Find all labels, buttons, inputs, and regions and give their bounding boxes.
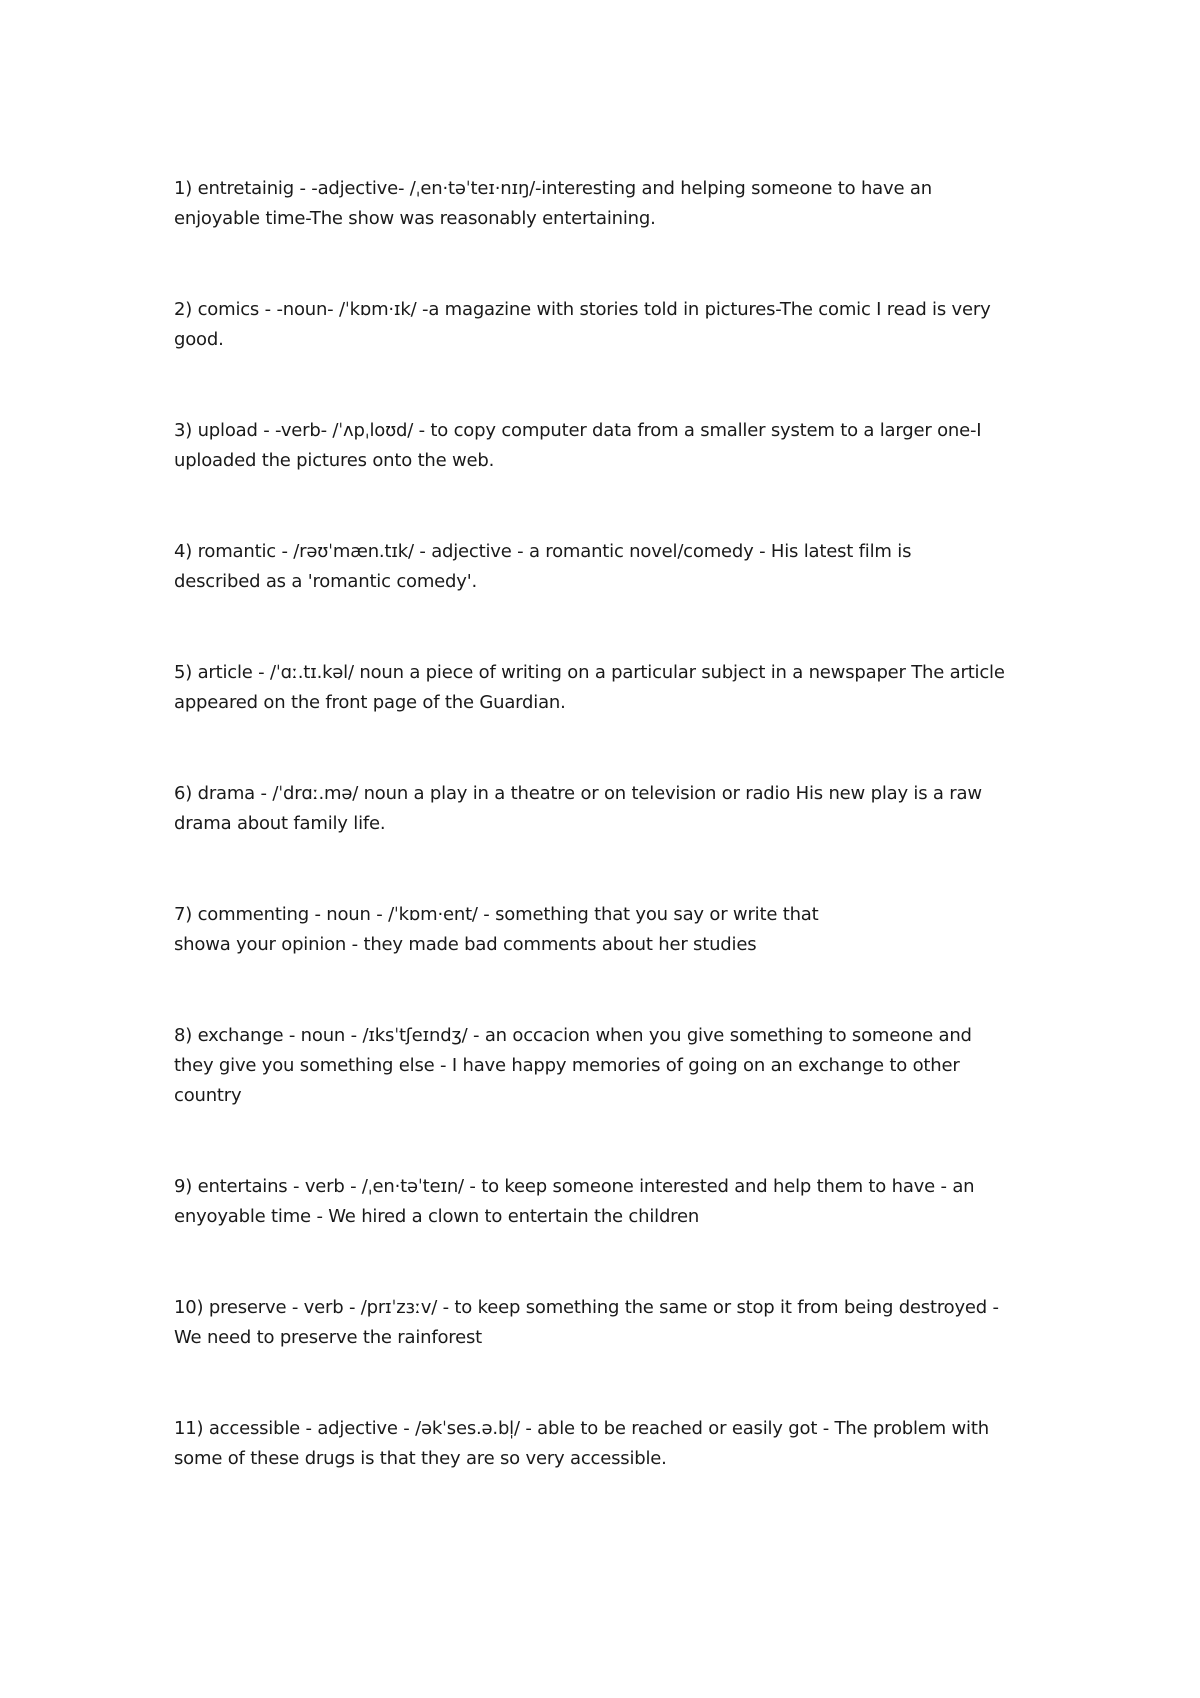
entry-line: 7) commenting - noun - /ˈkɒm·ent/ - something that you say or write that bbox=[174, 904, 819, 925]
vocabulary-entry bbox=[174, 537, 1054, 597]
entry-line: 11) accessible - adjective - /əkˈses.ə.bl̩/ - able to be reached or easily got - The problem with bbox=[174, 1418, 989, 1439]
entry-line: 3) upload - -verb- /ˈʌpˌloʊd/ - to copy computer data from a smaller system to a larger one-I bbox=[174, 420, 982, 441]
entry-line: uploaded the pictures onto the web. bbox=[174, 450, 495, 471]
entry-line: some of these drugs is that they are so very accessible. bbox=[174, 1448, 667, 1469]
vocabulary-entry bbox=[174, 900, 1054, 960]
entry-line: described as a 'romantic comedy'. bbox=[174, 571, 477, 592]
entry-line: enjoyable time-The show was reasonably entertaining. bbox=[174, 208, 656, 229]
vocabulary-entry bbox=[174, 174, 1054, 234]
vocabulary-entry bbox=[174, 1414, 1054, 1474]
vocabulary-entry bbox=[174, 416, 1054, 476]
vocabulary-entry bbox=[174, 1021, 1054, 1111]
entry-line: drama about family life. bbox=[174, 813, 386, 834]
vocabulary-entry bbox=[174, 1293, 1054, 1353]
vocabulary-list bbox=[174, 174, 1054, 1535]
vocabulary-entry bbox=[174, 295, 1054, 355]
entry-line: they give you something else - I have happy memories of going on an exchange to other bbox=[174, 1055, 960, 1076]
entry-line: 8) exchange - noun - /ɪksˈtʃeɪndʒ/ - an occacion when you give something to someone and bbox=[174, 1025, 972, 1046]
entry-line: 6) drama - /ˈdrɑː.mə/ noun a play in a theatre or on television or radio His new play is a raw bbox=[174, 783, 982, 804]
entry-line: country bbox=[174, 1085, 242, 1106]
vocabulary-entry bbox=[174, 658, 1054, 718]
entry-line: 2) comics - -noun- /ˈkɒm·ɪk/ -a magazine with stories told in pictures-The comic I read is very bbox=[174, 299, 991, 320]
entry-line: appeared on the front page of the Guardian. bbox=[174, 692, 566, 713]
entry-line: showa your opinion - they made bad comments about her studies bbox=[174, 934, 757, 955]
entry-line: good. bbox=[174, 329, 224, 350]
entry-line: enyoyable time - We hired a clown to entertain the children bbox=[174, 1206, 700, 1227]
vocabulary-entry bbox=[174, 1172, 1054, 1232]
entry-line: 4) romantic - /rəʊˈmæn.tɪk/ - adjective - a romantic novel/comedy - His latest film is bbox=[174, 541, 912, 562]
entry-line: We need to preserve the rainforest bbox=[174, 1327, 483, 1348]
entry-line: 9) entertains - verb - /ˌen·təˈteɪn/ - to keep someone interested and help them to have - an bbox=[174, 1176, 975, 1197]
entry-line: 1) entretainig - -adjective- /ˌen·təˈteɪ·nɪŋ/-interesting and helping someone to have an bbox=[174, 178, 932, 199]
entry-line: 5) article - /ˈɑː.tɪ.kəl/ noun a piece of writing on a particular subject in a newspaper The article bbox=[174, 662, 1005, 683]
entry-line: 10) preserve - verb - /prɪˈzɜːv/ - to keep something the same or stop it from being destroyed - bbox=[174, 1297, 999, 1318]
vocabulary-entry bbox=[174, 779, 1054, 839]
